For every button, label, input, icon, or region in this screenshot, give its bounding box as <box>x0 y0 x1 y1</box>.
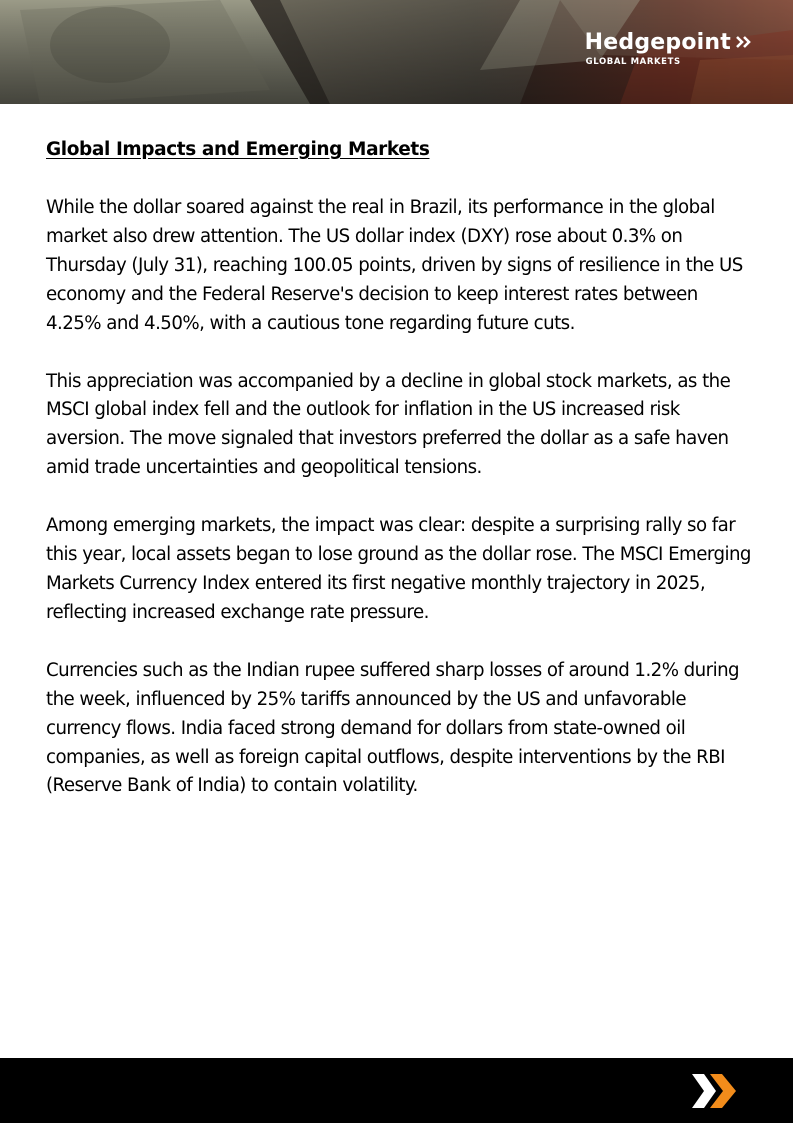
article-title: Global Impacts and Emerging Markets <box>46 139 430 160</box>
footer-bar <box>0 1058 793 1123</box>
article-paragraph: Currencies such as the Indian rupee suffered sharp losses of around 1.2% during the week, influenced by 25% tariffs announced by the US and unfavorable currency flows. India faced strong demand for dollars from state-owned oil companies, as well as foreign capital outflows, despite interventions by the RBI (Reserve Bank of India) to contain volatility. <box>46 659 740 797</box>
brand-subtitle: GLOBAL MARKETS <box>585 57 681 67</box>
article-paragraph: Among emerging markets, the impact was clear: despite a surprising rally so far this year, local assets began to lose ground as the dollar rose. The MSCI Emerging Markets Currency Index entered its first negative monthly trajectory in 2025, reflecting increased exchange rate pressure. <box>46 515 751 623</box>
brand-name: Hedgepoint <box>584 30 731 55</box>
double-chevron-icon <box>735 30 753 56</box>
article-paragraph: While the dollar soared against the real in Brazil, its performance in the global market also drew attention. The US dollar index (DXY) rose about 0.3% on Thursday (July 31), reaching 100.05 points, driven by signs of resilience in the US economy and the Federal Reserve's decision to keep interest rates between 4.25% and 4.50%, with a cautious tone regarding future cuts. <box>46 197 743 334</box>
article-paragraph: This appreciation was accompanied by a decline in global stock markets, as the MSCI global index fell and the outlook for inflation in the US increased risk aversion. The move signaled that investors preferred the dollar as a safe haven amid trade uncertainties and geopolitical tensions. <box>46 370 731 479</box>
article <box>46 136 751 830</box>
brand-logo <box>585 30 753 67</box>
header-banner <box>0 0 793 104</box>
double-chevron-icon <box>690 1070 740 1112</box>
